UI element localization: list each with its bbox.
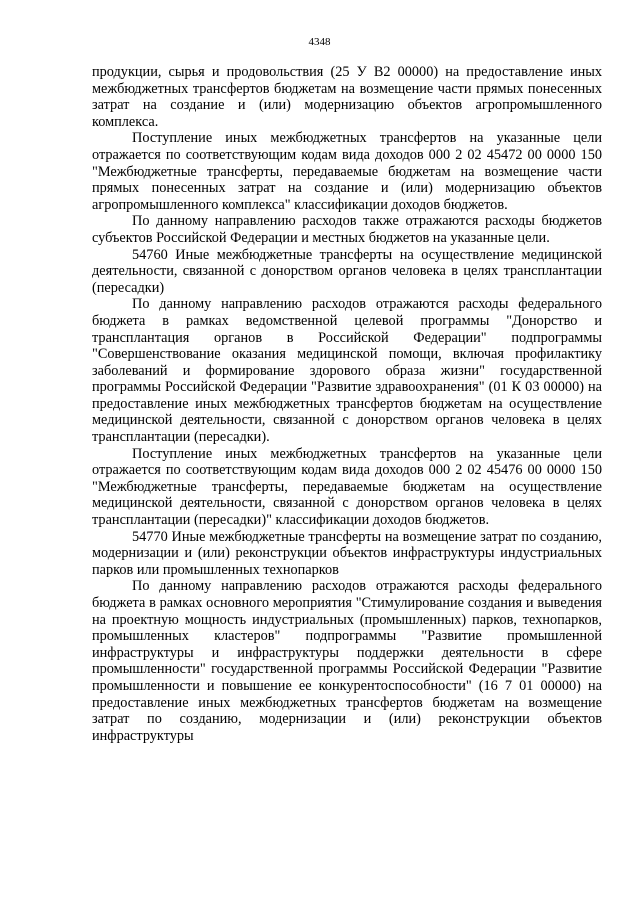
paragraph-3: По данному направлению расходов также отражаются расходы бюджетов субъектов Российской Федерации и местных бюджетов на указанные цели.: [92, 213, 602, 246]
paragraph-1: продукции, сырья и продовольствия (25 У В2 00000) на предоставление иных межбюджетных трансфертов бюджетам на возмещение части прямых понесенных затрат на создание и (или) модернизацию объектов агропромышленного комплекса.: [92, 64, 602, 130]
paragraph-5: По данному направлению расходов отражаются расходы федерального бюджета в рамках ведомственной целевой программы "Донорство и трансплантация органов в Российской Федерации" подпрограммы "Совершенствование оказания медицинской помощи, включая профилактику заболеваний и формирование здорового образа жизни" государственной программы Российской Федерации "Развитие здравоохранения" (01 К 03 00000) на предоставление иных межбюджетных трансфертов бюджетам на осуществление медицинской деятельности, связанной с донорством органов человека в целях трансплантации (пересадки).: [92, 296, 602, 446]
paragraph-2: Поступление иных межбюджетных трансфертов на указанные цели отражается по соответствующим кодам вида доходов 000 2 02 45472 00 0000 150 "Межбюджетные трансферты, передаваемые бюджетам на возмещение части прямых понесенных затрат на создание и (или) модернизацию объектов агропромышленного комплекса" классификации доходов бюджетов.: [92, 130, 602, 213]
paragraph-7-heading-54770: 54770 Иные межбюджетные трансферты на возмещение затрат по созданию, модернизации и (или) реконструкции объектов инфраструктуры индустриальных парков или промышленных технопарков: [92, 528, 602, 578]
document-body: [92, 64, 602, 744]
paragraph-6: Поступление иных межбюджетных трансфертов на указанные цели отражается по соответствующим кодам вида доходов 000 2 02 45476 00 0000 150 "Межбюджетные трансферты, передаваемые бюджетам на осуществление медицинской деятельности, связанной с донорством органов человека в целях трансплантации (пересадки)" классификации доходов бюджетов.: [92, 445, 602, 529]
page-number: 4348: [308, 36, 331, 48]
paragraph-4-heading-54760: 54760 Иные межбюджетные трансферты на осуществление медицинской деятельности, связанной с донорством органов человека в целях трансплантации (пересадки): [92, 246, 602, 296]
paragraph-8: По данному направлению расходов отражаются расходы федерального бюджета в рамках основного мероприятия "Стимулирование создания и выведения на проектную мощность индустриальных (промышленных) парков, технопарков, промышленных кластеров" подпрограммы "Развитие промышленной инфраструктуры и инфраструктуры поддержки деятельности в сфере промышленности" государственной программы Российской Федерации "Развитие промышленности и повышение ее конкурентоспособности" (16 7 01 00000) на предоставление иных межбюджетных трансфертов бюджетам на возмещение затрат по созданию, модернизации и (или) реконструкции объектов инфраструктуры: [92, 578, 602, 744]
